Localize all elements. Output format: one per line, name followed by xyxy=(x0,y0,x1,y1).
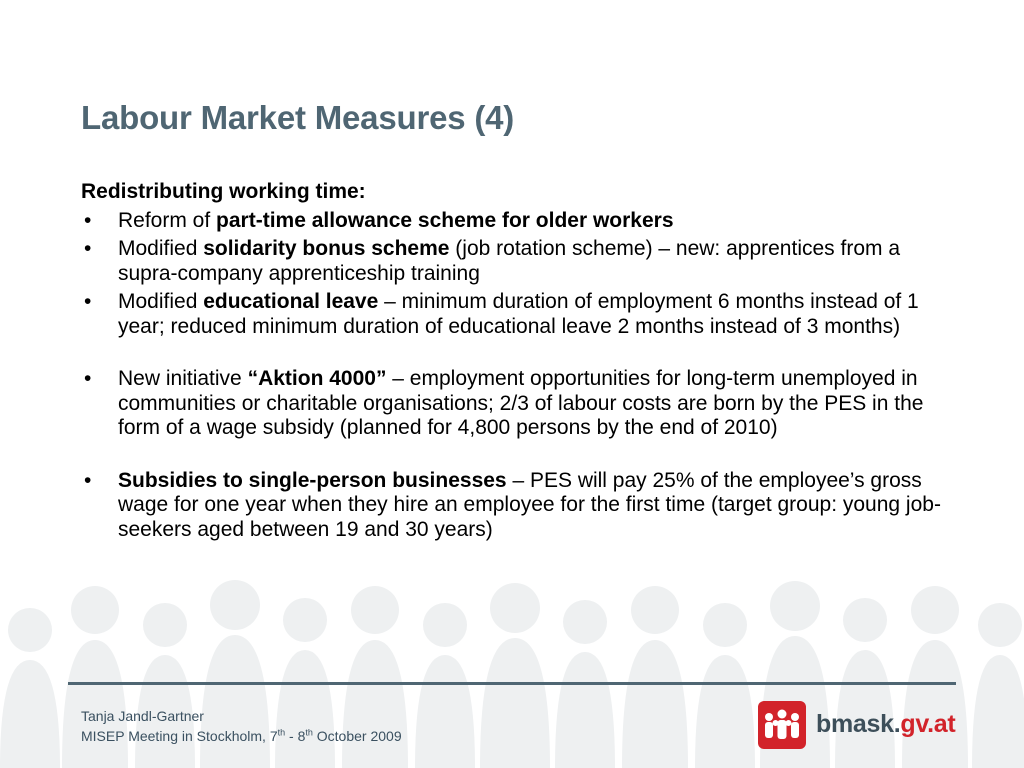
bullet-item xyxy=(81,290,961,339)
logo-text xyxy=(816,710,955,739)
bullet-text-post: – minimum duration of employment 6 months instead of 1 year; reduced minimum duration of educational leave 2 months instead of 3 months) xyxy=(118,290,919,338)
bullet-text-bold: educational leave xyxy=(203,290,379,313)
footer-event-text: - 8 xyxy=(285,728,306,744)
bullet-text-bold: “Aktion 4000” xyxy=(247,367,387,390)
footer-event-sup: th xyxy=(305,727,313,738)
bullet-text-post: – PES will pay 25% of the employee’s gross wage for one year when they hire an employee for the first time (target group: young job-seekers aged between 19 and 30 years) xyxy=(118,468,941,541)
bullet-text-post: – employment opportunities for long-term unemployed in communities or charitable organisations; 2/3 of labour costs are born by the PES in the form of a wage subsidy (planned for 4,800 persons by the end of 2010) xyxy=(118,367,924,439)
footer-event-text: MISEP Meeting in Stockholm, 7 xyxy=(81,728,278,744)
bullet-list xyxy=(81,209,961,543)
bullet-text-bold: solidarity bonus scheme xyxy=(203,237,450,260)
bmask-logo xyxy=(758,701,958,749)
bullet-item xyxy=(81,469,961,543)
section-heading: Redistributing working time: xyxy=(81,180,366,203)
footer-event-text: October 2009 xyxy=(312,728,402,744)
bullet-text-bold: Subsidies to single-person businesses xyxy=(118,468,507,492)
slide-title: Labour Market Measures (4) xyxy=(81,99,515,136)
bullet-item xyxy=(81,209,961,234)
footer xyxy=(81,706,402,746)
footer-divider xyxy=(68,682,956,685)
bullet-text-pre: New initiative xyxy=(118,367,248,390)
bullet-text-pre: Modified xyxy=(118,290,204,313)
logo-tld: gv.at xyxy=(900,710,956,738)
logo-name: bmask. xyxy=(816,710,901,738)
bullet-text-pre: Reform of xyxy=(118,208,217,232)
people-group-icon xyxy=(758,701,806,749)
bullet-item xyxy=(81,237,961,286)
footer-author: Tanja Jandl-Gartner xyxy=(81,708,204,724)
footer-event xyxy=(81,726,402,746)
bullet-item xyxy=(81,367,961,441)
footer-event-sup: th xyxy=(277,727,286,738)
slide-content xyxy=(81,180,961,546)
bullet-text-post: (job rotation scheme) – new: apprentices from a supra-company apprenticeship training xyxy=(118,237,901,285)
bullet-text-pre: Modified xyxy=(118,237,204,260)
bullet-text-bold: part-time allowance scheme for older workers xyxy=(216,208,674,232)
